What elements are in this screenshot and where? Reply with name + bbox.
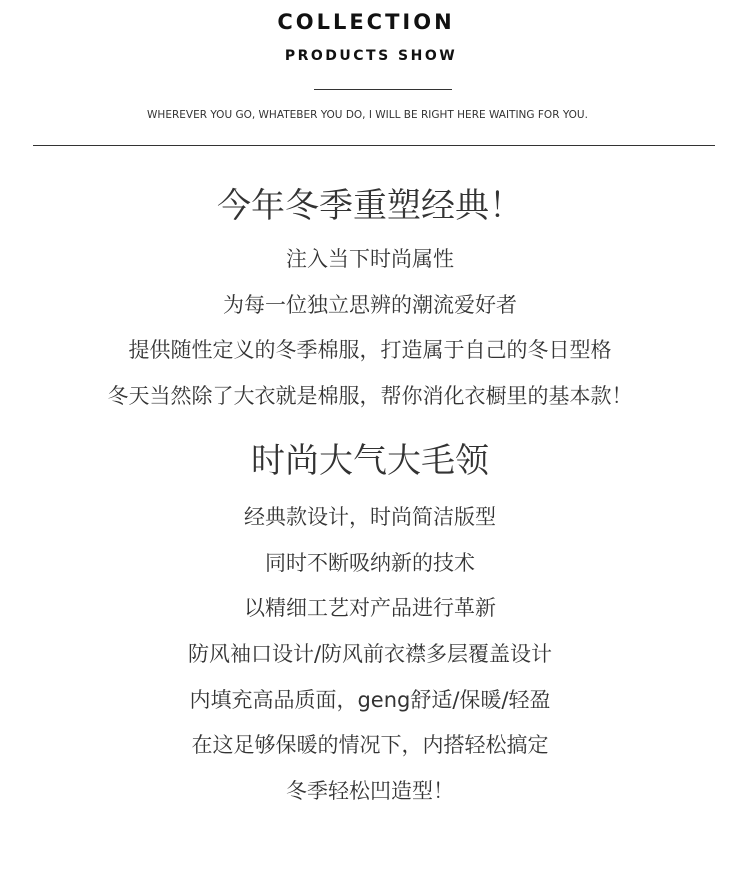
description-line: 为每一位独立思辨的潮流爱好者 [223, 293, 517, 317]
section-heading: 时尚大气大毛领 [251, 441, 489, 481]
collection-title: COLLECTION [277, 10, 455, 34]
long-divider [33, 145, 715, 146]
description-line: 提供随性定义的冬季棉服，打造属于自己的冬日型格 [128, 338, 612, 362]
description-line: 同时不断吸纳新的技术 [265, 551, 475, 575]
description-line: 经典款设计，时尚简洁版型 [244, 505, 496, 529]
description-line: 防风袖口设计/防风前衣襟多层覆盖设计 [187, 642, 553, 666]
products-show-subtitle: PRODUCTS SHOW [284, 48, 458, 64]
short-divider [314, 89, 452, 90]
description-line: 内填充高品质面，geng舒适/保暖/轻盈 [189, 688, 551, 712]
description-line: 冬天当然除了大衣就是棉服，帮你消化衣橱里的基本款！ [107, 384, 633, 408]
description-line: 以精细工艺对产品进行革新 [244, 596, 496, 620]
description-line: 冬季轻松凹造型！ [286, 779, 454, 803]
description-line: 注入当下时尚属性 [286, 247, 454, 271]
description-line: 在这足够保暖的情况下，内搭轻松搞定 [191, 733, 549, 757]
slogan-text: WHEREVER YOU GO, WHATEBER YOU DO, I WILL BE RIGHT HERE WAITING FOR YOU. [147, 109, 588, 121]
section-heading: 今年冬季重塑经典！ [217, 186, 523, 226]
